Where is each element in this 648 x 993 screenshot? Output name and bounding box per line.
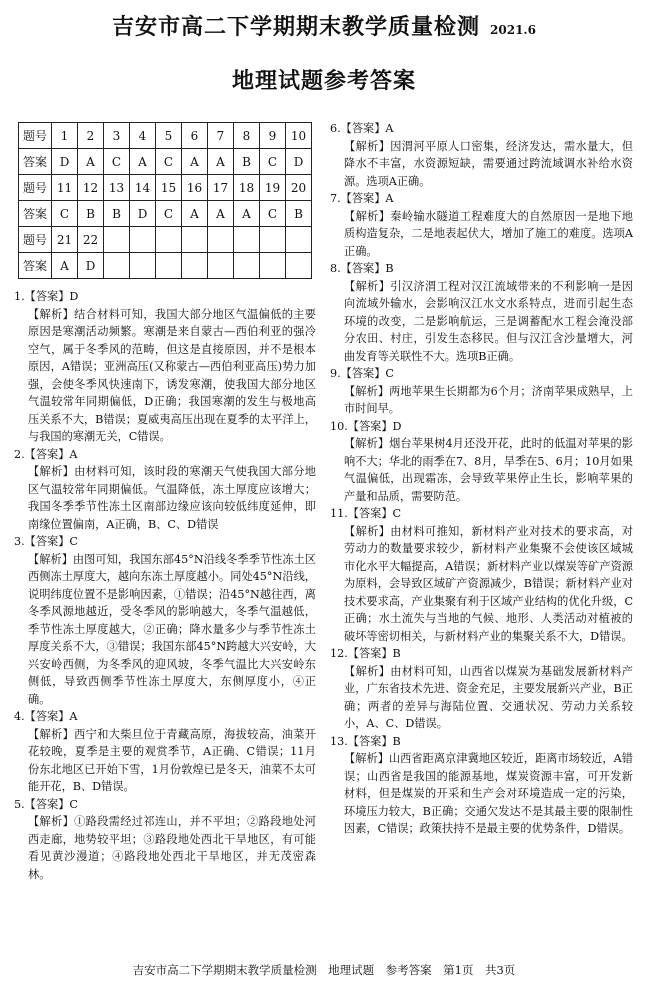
answer-line: 8.【答案】B [330,262,394,275]
question-item [14,533,316,708]
explanation: 【解析】引汉济渭工程对汉江流域带来的不利影响一是因向流域外输水，会影响汉江水文水系特点，进而引起生态环境的改变，二是影响航运，三是调蓄配水工程会淹没部分农田、村庄，引发生态移民。但与汉江含沙量增大，河曲发育等关联性不大。选项B正确。 [344,279,633,363]
answer-cell: A [78,149,104,175]
question-number: 18 [234,175,260,201]
answer-line: 12.【答案】B [330,647,401,660]
question-number: 6 [182,123,208,149]
document-title [0,10,648,41]
question-number: 20 [286,175,312,201]
answer-line: 4.【答案】A [14,710,78,723]
empty-cell [260,227,286,253]
question-item [330,190,633,260]
question-item [330,733,633,838]
row-label-answer: 答案 [19,253,52,279]
empty-cell [234,253,260,279]
answer-cell: A [208,201,234,227]
explanation: 【解析】由材料可知，该时段的寒潮天气使我国大部分地区气温较常年同期偏低。气温降低，冻土厚度应该增大；我国冬季季节性冻土区南部边缘应该向较低纬度延伸，即南缘位置偏南，A正确，B、C、D错误 [28,465,316,531]
answer-cell: C [260,201,286,227]
answer-cell: D [78,253,104,279]
question-number: 21 [52,227,78,253]
question-number: 22 [78,227,104,253]
empty-cell [104,227,130,253]
empty-cell [286,253,312,279]
question-item [330,505,633,645]
question-number: 8 [234,123,260,149]
answer-line: 1.【答案】D [14,290,79,303]
empty-cell [130,227,156,253]
empty-cell [182,227,208,253]
question-number: 16 [182,175,208,201]
answer-table-number-row [19,123,312,149]
question-number: 15 [156,175,182,201]
empty-cell [208,227,234,253]
empty-cell [130,253,156,279]
answer-cell: A [52,253,78,279]
answer-cell: B [286,201,312,227]
answer-cell: C [260,149,286,175]
answer-cell: A [182,149,208,175]
answer-line: 3.【答案】C [14,535,78,548]
answer-line: 13.【答案】B [330,734,401,748]
question-number: 17 [208,175,234,201]
empty-cell [260,253,286,279]
document-subtitle: 地理试题参考答案 [231,69,416,94]
answer-line: 2.【答案】A [14,447,78,461]
row-label-question: 题号 [19,175,52,201]
explanation: 【解析】①路段需经过祁连山，并不平坦；②路段地处河西走廊，地势较平坦；③路段地处西北干旱地区，有可能看见黄沙漫道；④路段地处西北干旱地区，并无茂密森林。 [28,815,316,881]
answer-line: 6.【答案】A [330,122,394,135]
question-number: 10 [286,123,312,149]
question-number: 14 [130,175,156,201]
question-item [14,446,316,534]
empty-cell [286,227,312,253]
row-label-question: 题号 [19,123,52,149]
explanation: 【解析】山西省距离京津冀地区较近，距离市场较近，A错误；山西省是我国的能源基地，煤炭资源丰富，可开发新材料，但是煤炭的开采和生产会对环境造成一定的污染，环境压力较大，B正确；交通欠发达不是其最主要的限制性因素，C错误；政策扶持不是最主要的优势条件，D错误。 [344,752,633,835]
answer-cell: B [104,201,130,227]
answer-table [18,122,312,279]
answer-cell: C [156,149,182,175]
question-number: 11 [52,175,78,201]
question-number: 12 [78,175,104,201]
answer-cell: D [130,201,156,227]
question-number: 2 [78,123,104,149]
row-label-question: 题号 [19,227,52,253]
answer-cell: C [52,201,78,227]
answer-line: 9.【答案】C [330,367,394,380]
explanation: 【解析】两地苹果生长期都为6个月；济南苹果成熟早，上市时间早。 [344,384,633,415]
empty-cell [234,227,260,253]
question-item [330,645,633,733]
answer-cell: C [104,149,130,175]
question-number: 7 [208,123,234,149]
answer-line: 11.【答案】C [330,507,402,520]
explanation: 【解析】秦岭输水隧道工程难度大的自然原因一是地下地质构造复杂，二是地表起伏大，增加了施工的难度。选项A正确。 [344,209,633,258]
question-number: 5 [156,123,182,149]
question-item [330,120,633,190]
page-footer: 吉安市高二下学期期末教学质量检测 地理试题 参考答案 第1页 共3页 [132,963,516,977]
empty-cell [104,253,130,279]
answer-table-answer-row [19,149,312,175]
left-column [14,288,316,883]
row-label-answer: 答案 [19,149,52,175]
answer-cell: D [52,149,78,175]
answer-cell: B [234,149,260,175]
empty-cell [182,253,208,279]
answer-cell: B [78,201,104,227]
empty-cell [208,253,234,279]
question-item [330,365,633,418]
answer-cell: A [130,149,156,175]
question-number: 9 [260,123,286,149]
explanation: 【解析】烟台苹果树4月还没开花，此时的低温对苹果的影响不大；华北的雨季在7、8月，旱季在5、6月；10月如果气温偏低，出现霜冻，会导致苹果停止生长，影响苹果的产量和品质，需要防范。 [344,437,633,503]
answer-cell: A [208,149,234,175]
answer-line: 7.【答案】A [330,192,394,205]
answer-cell: A [182,201,208,227]
explanation: 【解析】西宁和大柴旦位于青藏高原，海拔较高，油菜开花较晚，夏季是主要的观赏季节，A正确、C错误；11月份东北地区已开始下雪，1月份敦煌已是冬天，油菜不太可能开花，B、D错误。 [28,727,316,793]
question-item [14,288,316,446]
row-label-answer: 答案 [19,201,52,227]
explanation: 【解析】因渭河平原人口密集，经济发达，需水量大，但降水不丰富，水资源短缺，需要通过跨流域调水补给水资源。选项A正确。 [344,139,633,188]
answer-table-number-row [19,227,312,253]
question-number: 3 [104,123,130,149]
answer-cell: C [156,201,182,227]
answer-cell: D [286,149,312,175]
question-item [14,796,316,884]
question-item [330,418,633,506]
explanation: 【解析】由图可知，我国东部45°N沿线冬季季节性冻土区西侧冻土厚度大，越向东冻土厚度越小。同处45°N沿线，说明纬度位置不是影响因素，①错误；沿45°N越往西，离冬季风源地越近，受冬季风的影响越大，冬季气温越低，季节性冻土厚度越大，②正确；降水量多少与季节性冻土厚度关系不大，③错误；我国东部45°N跨越大兴安岭，大兴安岭西侧，为冬季风的迎风坡，冬季气温比大兴安岭东侧低，导致西侧季节性冻土厚度大，东侧厚度小，④正确。 [28,552,316,706]
answer-table-answer-row [19,201,312,227]
question-item [14,708,316,796]
question-number: 1 [52,123,78,149]
explanation: 【解析】由材料可知，山西省以煤炭为基础发展新材料产业，广东省技术先进、资金充足，主要发展新兴产业，B正确；两者的差异与海陆位置、交通状况、劳动力关系较小，A、C、D错误。 [344,664,633,730]
exam-date: 2021.6 [490,23,536,37]
question-number: 19 [260,175,286,201]
question-number: 13 [104,175,130,201]
title-text: 吉安市高二下学期期末教学质量检测 [112,15,481,40]
question-number: 4 [130,123,156,149]
answer-table-answer-row [19,253,312,279]
explanation: 【解析】由材料可推知，新材料产业对技术的要求高，对劳动力的数量要求较少，新材料产业集聚不会使该区域城市化水平大幅提高，A错误；新材料产业以煤炭等矿产资源为原料，会导致区域矿产资源减少，B错误；新材料产业对技术要求高，产业集聚有利于区域产业结构的优化升级，C正确；水土流失与当地的气候、地形、人类活动对植被的破坏等密切相关，与新材料产业的集聚关系不大，D错误。 [344,524,633,643]
answer-table-number-row [19,175,312,201]
explanation: 【解析】结合材料可知，我国大部分地区气温偏低的主要原因是寒潮活动频繁。寒潮是来自蒙古—西伯利亚的强冷空气，属于冬季风的范畴，但这是直接原因，并不是根本原因，A错误；亚洲高压(又称蒙古—西伯利亚高压)势力加强，会使冬季风快速南下，诱发寒潮，使我国大部分地区气温较常年同期偏低，D正确；我国寒潮的发生与极地高压关系不大，B错误；夏威夷高压出现在夏季的太平洋上，与我国的寒潮无关，C错误。 [28,307,316,443]
right-column [330,120,633,838]
empty-cell [156,253,182,279]
answer-cell: A [234,201,260,227]
answer-line: 10.【答案】D [330,419,402,433]
empty-cell [156,227,182,253]
question-item [330,260,633,365]
answer-line: 5.【答案】C [14,797,78,811]
